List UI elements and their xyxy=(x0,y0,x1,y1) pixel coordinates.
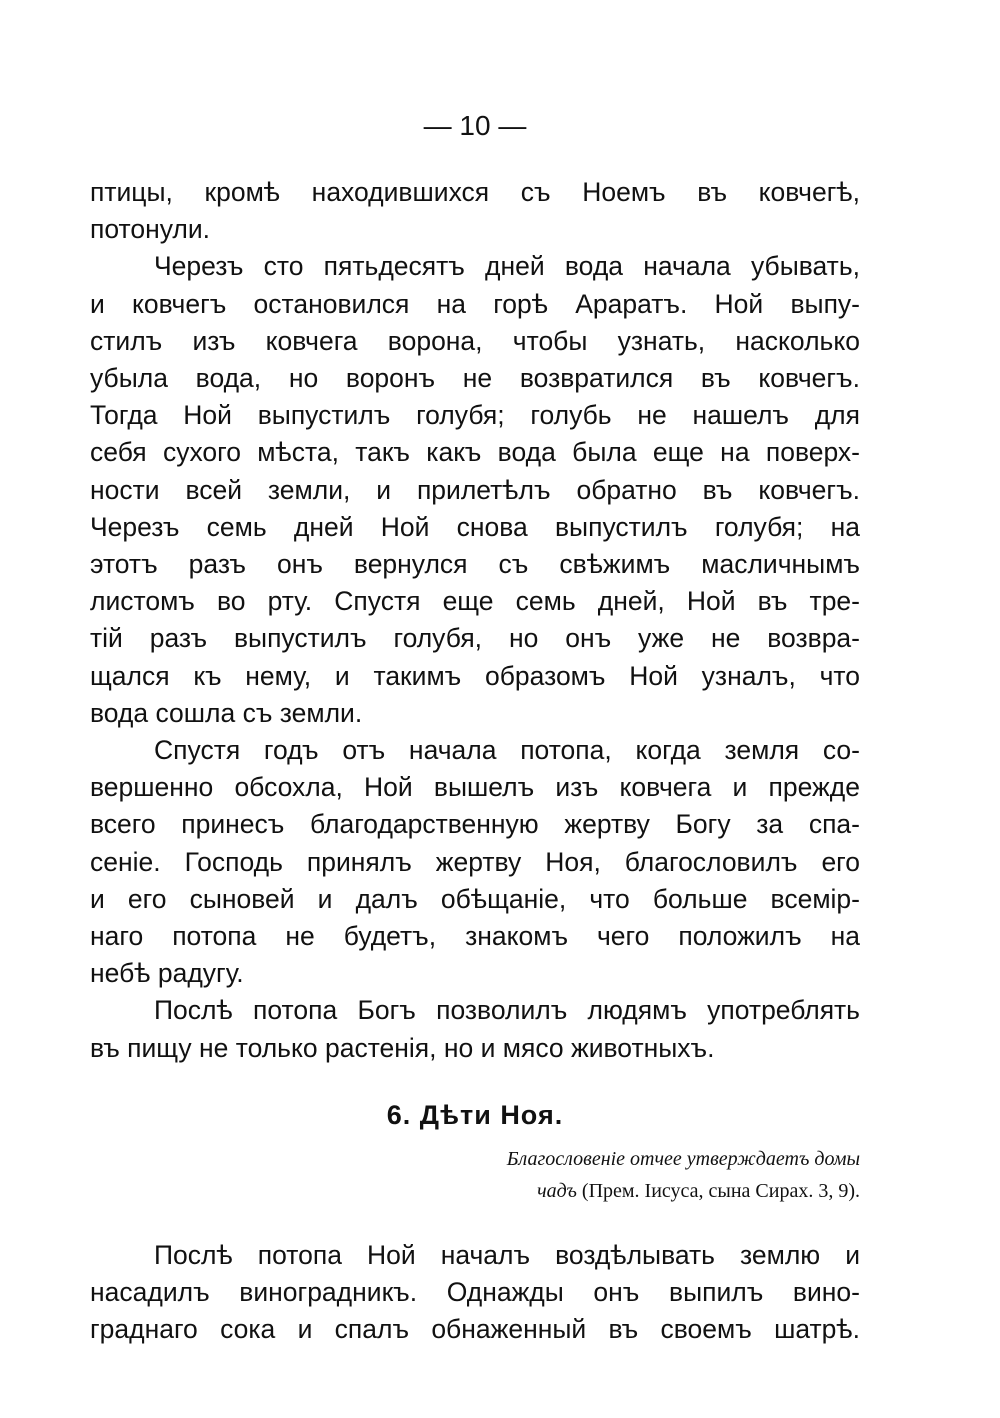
page-number: — 10 — xyxy=(423,110,527,141)
page xyxy=(90,108,860,1348)
paragraph-3 xyxy=(90,732,860,992)
epigraph xyxy=(90,1143,860,1207)
text-line: этотъ разъ онъ вернулся съ свѣжимъ масличнымъ xyxy=(90,549,860,580)
text-line: Тогда Ной выпустилъ голубя; голубь не нашелъ для xyxy=(90,400,860,431)
text-line: и его сыновей и далъ обѣщаніе, что больше всемір- xyxy=(90,883,860,914)
text-line: Черезъ сто пятьдесятъ дней вода начала убывать, xyxy=(154,251,860,282)
text-line: себя сухого мѣста, такъ какъ вода была еще на поверх- xyxy=(90,437,860,468)
text-line: птицы, кромѣ находившихся съ Ноемъ въ ковчегѣ, xyxy=(90,177,860,207)
text-line: щался къ нему, и такимъ образомъ Ной узналъ, что xyxy=(90,660,860,691)
text-line: убыла вода, но воронъ не возвратился въ ковчегъ. xyxy=(90,363,860,394)
text-line: граднаго сока и спалъ обнаженный въ своемъ шатрѣ. xyxy=(90,1314,860,1345)
epigraph-italic-word: чадъ xyxy=(537,1179,577,1202)
paragraph-2 xyxy=(90,248,860,732)
text-line: и ковчегъ остановился на горѣ Араратъ. Ной выпу- xyxy=(90,288,860,319)
text-line: Спустя годъ отъ начала потопа, когда земля со- xyxy=(154,735,860,766)
text-line: тій разъ выпустилъ голубя, но онъ уже не возвра- xyxy=(90,623,860,654)
text-line: сеніе. Господь принялъ жертву Ноя, благословилъ его xyxy=(90,846,860,877)
paragraph-4 xyxy=(90,992,860,1066)
text-line: вода сошла съ земли. xyxy=(90,697,363,728)
text-line: листомъ во рту. Спустя еще семь дней, Ной въ тре- xyxy=(90,586,860,617)
body-text-2 xyxy=(90,1237,860,1349)
paragraph-5 xyxy=(90,1237,860,1349)
text-line: вершенно обсохла, Ной вышелъ изъ ковчега и прежде xyxy=(90,772,860,803)
text-line: небѣ радугу. xyxy=(90,958,244,989)
text-line: Черезъ семь дней Ной снова выпустилъ голубя; на xyxy=(90,511,860,542)
epigraph-line-1: Благословеніе отчее утверждаетъ домы xyxy=(506,1147,860,1170)
text-line: всего принесъ благодарственную жертву Богу за спа- xyxy=(90,809,860,840)
section-heading: 6. Дѣти Ноя. xyxy=(386,1099,564,1130)
text-line: стилъ изъ ковчега ворона, чтобы узнать, насколько xyxy=(90,325,860,356)
epigraph-citation: (Прем. Іисуса, сына Сирах. 3, 9). xyxy=(581,1179,860,1202)
text-line: въ пищу не только растенія, но и мясо животныхъ. xyxy=(90,1032,715,1063)
text-line: ности всей земли, и прилетѣлъ обратно въ ковчегъ. xyxy=(90,474,860,505)
text-line: наго потопа не будетъ, знакомъ чего положилъ на xyxy=(90,921,860,952)
paragraph-1 xyxy=(90,174,860,248)
text-line: Послѣ потопа Ной началъ воздѣлывать землю и xyxy=(154,1239,860,1270)
text-line: насадилъ виноградникъ. Однажды онъ выпилъ вино- xyxy=(90,1277,860,1308)
epigraph-line-2 xyxy=(90,1175,860,1207)
body-text xyxy=(90,174,860,1067)
text-line: Послѣ потопа Богъ позволилъ людямъ употреблять xyxy=(154,995,860,1026)
text-line: потонули. xyxy=(90,214,211,245)
